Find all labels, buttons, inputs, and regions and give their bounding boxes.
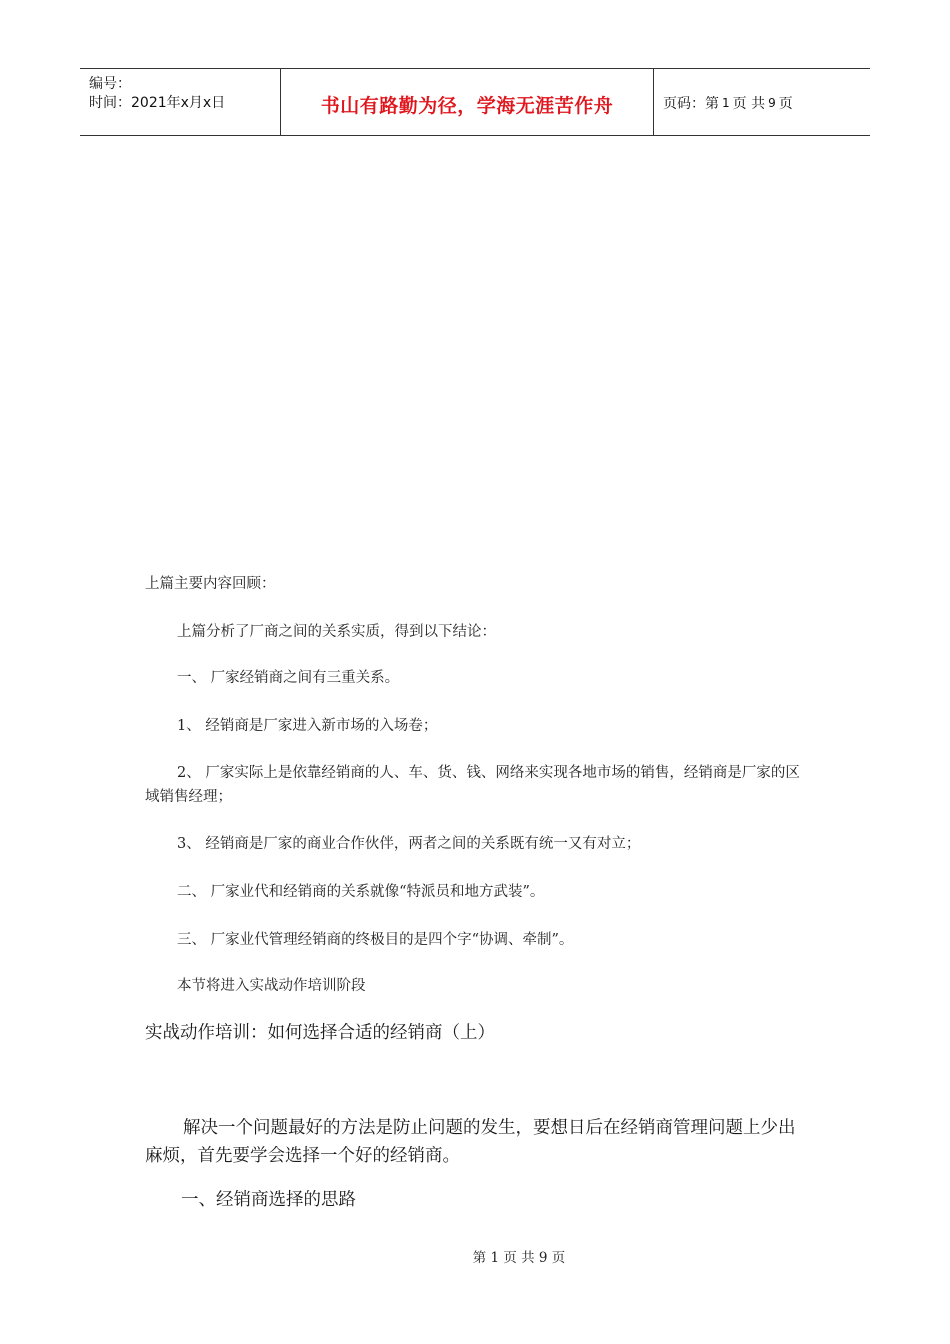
page-label: 页码：第 <box>663 96 719 112</box>
page-footer: 第 1 页 共 9 页 <box>472 1250 566 1266</box>
page-total: 9 <box>768 96 776 110</box>
sub-point-1: 1、 经销商是厂家进入新市场的入场卷； <box>177 718 438 734</box>
conclusion-point-2: 二、 厂家业代和经销商的关系就像“特派员和地方武装”。 <box>177 884 545 900</box>
section-note: 本节将进入实战动作培训阶段 <box>177 978 366 994</box>
header-page-cell <box>654 69 870 135</box>
page-number: 1 <box>722 96 730 110</box>
heading-1: 一、经销商选择的思路 <box>181 1190 356 1210</box>
document-time-label: 时间：2021年x月x日 <box>89 95 226 111</box>
lead-paragraph: 解决一个问题最好的方法是防止问题的发生，要想日后在经销商管理问题上少出麻烦，首先要学会选择一个好的经销商。 <box>145 1118 796 1166</box>
intro-paragraph: 上篇分析了厂商之间的关系实质，得到以下结论： <box>177 624 496 640</box>
section-title: 实战动作培训：如何选择合适的经销商（上） <box>145 1023 495 1043</box>
header-motto: 书山有路勤为径，学海无涯苦作舟 <box>320 94 614 117</box>
review-title: 上篇主要内容回顾： <box>145 576 276 592</box>
document-header <box>80 68 870 136</box>
sub-point-3: 3、 经销商是厂家的商业合作伙伴，两者之间的关系既有统一又有对立； <box>177 836 641 852</box>
header-meta-cell <box>80 69 281 135</box>
page-mid-label: 页 共 <box>732 96 766 112</box>
document-number-label: 编号： <box>89 76 131 92</box>
conclusion-point-3: 三、 厂家业代管理经销商的终极目的是四个字“协调、牵制”。 <box>177 932 574 948</box>
header-motto-cell <box>281 69 654 135</box>
conclusion-point-1: 一、 厂家经销商之间有三重关系。 <box>177 670 400 686</box>
sub-point-2: 2、 厂家实际上是依靠经销商的人、车、货、钱、网络来实现各地市场的销售，经销商是厂家的区域销售经理； <box>145 765 800 805</box>
page-end-label: 页 <box>778 96 793 112</box>
